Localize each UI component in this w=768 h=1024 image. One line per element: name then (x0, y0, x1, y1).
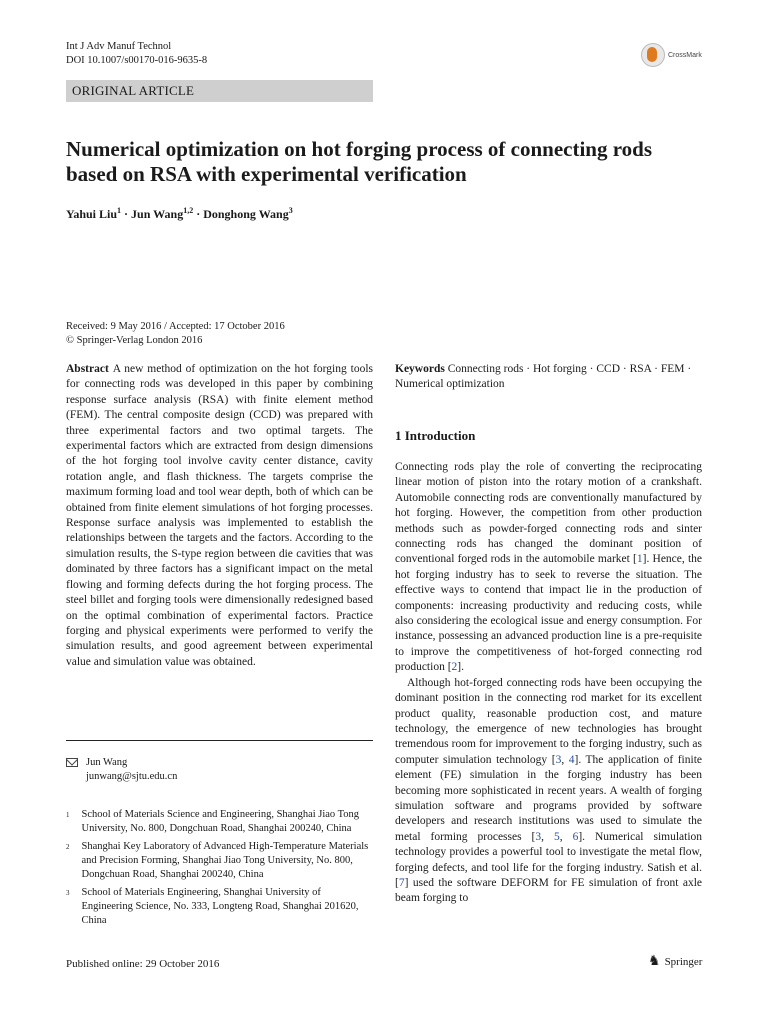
abstract-section (66, 362, 373, 670)
springer-logo (648, 953, 702, 970)
affiliation (66, 808, 373, 836)
crossmark-logo[interactable] (641, 42, 711, 68)
crossmark-icon (641, 43, 665, 67)
keywords-text: Connecting rods · Hot forging · CCD · RSA · FEM · Numerical optimization (395, 363, 692, 391)
abstract-label: Abstract (66, 363, 109, 375)
crossmark-label: CrossMark (668, 51, 702, 59)
author-name[interactable]: Jun Wang (131, 207, 184, 221)
affiliation-number: 1 (66, 811, 70, 819)
author-name[interactable]: Yahui Liu (66, 207, 118, 221)
author-name[interactable]: Donghong Wang (203, 207, 289, 221)
citation-link[interactable]: 4 (568, 753, 575, 766)
journal-info (66, 40, 207, 68)
footnote-divider (66, 740, 373, 741)
article-dates (66, 320, 285, 348)
citation-link[interactable]: 5 (553, 830, 560, 843)
doi[interactable]: DOI 10.1007/s00170-016-9635-8 (66, 55, 208, 66)
author-affiliation-marker: 3 (288, 206, 293, 215)
author-separator: · (121, 207, 132, 221)
published-date: Published online: 29 October 2016 (66, 958, 220, 970)
affiliation (66, 886, 373, 928)
author-affiliation-marker: 1,2 (183, 206, 194, 215)
keywords-section (395, 362, 702, 393)
publisher-name: Springer (664, 955, 703, 968)
horse-icon: ♞ (648, 954, 661, 969)
citation-link[interactable]: 2 (451, 661, 458, 674)
paragraph: Connecting rods play the role of converting the reciprocating linear motion of piston into the rotary motion of a crankshaft. Automobile connecting rods are conventionally manufactured by hot forging. However, the competition from other production methods such as powder-forged connecting rods and sinter connecting rods has changed the dominant position of conventional forged rods in the automobile market [1]. Hence, the hot forging industry has to seek to reverse the situation. The effective ways to contend that impact lie in the production of components: increasing productivity and reducing costs, while also considering the ecological issue and energy consumption. For instance, possessing an advanced production line is a pre-requisite to improve the competitiveness of hot-forged connecting rod production [2]. (395, 461, 703, 674)
citation-link[interactable]: 3 (535, 830, 542, 843)
corresponding-author: Jun Wang (86, 757, 128, 768)
author-list (66, 206, 293, 222)
affiliation-number: 2 (66, 843, 70, 851)
citation-link[interactable]: 3 (555, 753, 562, 766)
affiliation-text: Shanghai Key Laboratory of Advanced High-Temperature Materials and Precision Forming, Shanghai Jiao Tong University, No. 800, Dongchuan Road, Shanghai 200240, China (81, 841, 369, 880)
affiliation-text: School of Materials Engineering, Shanghai University of Engineering Science, No. 333, Longteng Road, Shanghai 201620, China (81, 887, 359, 926)
author-email[interactable]: junwang@sjtu.edu.cn (86, 771, 178, 782)
introduction-body (395, 460, 702, 907)
citation-link[interactable]: 1 (636, 553, 643, 566)
article-type-badge: ORIGINAL ARTICLE (66, 80, 373, 102)
affiliation-text: School of Materials Science and Engineering, Shanghai Jiao Tong University, No. 800, Dongchuan Road, Shanghai 200240, China (81, 809, 360, 834)
journal-name: Int J Adv Manuf Technol (66, 41, 172, 52)
author-separator: · (193, 207, 204, 221)
section-heading: 1 Introduction (395, 428, 476, 443)
affiliation-number: 3 (66, 889, 70, 897)
affiliation (66, 840, 373, 882)
copyright: © Springer-Verlag London 2016 (66, 335, 203, 346)
correspondence (66, 756, 177, 784)
citation-link[interactable]: 6 (572, 830, 579, 843)
abstract-text: A new method of optimization on the hot forging tools for connecting rods was developed in this paper by combining response surface analysis (RSA) with finite element method (FEM). The central composite design (CCD) was prepared with three experimental factors and two optimal targets. The experimental factors which are extracted from design dimensions of the hot forging tool involve cavity center distance, cavity rotation angle, and flash thickness. The targets comprise the maximum forming load and tool wear depth, both of which can be obtained from finite element simulations of hot forging processes. Response surface analysis was implemented to establish the relationships between the targets and the factors. According to the simulation results, the S-type region between die cavities that was dominated by three factors has a significant impact on the metal flowing and forming defects during the hot forging process. The steel billet and forging tools were dimensionally redesigned based on the optimal combination of experimental factors. Practice forging and physical experiments were performed to verify the simulation results, and good agreement between experimental value and simulation value was obtained. (66, 363, 373, 668)
mail-icon (66, 758, 78, 767)
keywords-label: Keywords (395, 363, 445, 375)
paragraph: Although hot-forged connecting rods have been occupying the dominant position in the connecting rod market for its excellent product quality, reasonable production cost, and mature technology, the emergence of new technologies has brought tremendous room for improvement to the forging industry, such as computer simulation technology [3, 4]. The application of finite element (FE) simulation in the forging industry has been becoming more sophisticated in recent years. A wealth of forging simulation software and programs provided by software developers and research institutions was used to simulate the metal forming processes [3, 5, 6]. Numerical simulation technology provides a powerful tool to investigate the metal flow, forging defects, and tool life for the forging industry. Satish et al. [7] used the software DEFORM for FE simulation of front axle beam forging to (395, 676, 703, 905)
author-affiliation-marker: 1 (117, 206, 122, 215)
received-accepted: Received: 9 May 2016 / Accepted: 17 October 2016 (66, 321, 285, 332)
paper-title: Numerical optimization on hot forging process of connecting rods based on RSA with experimental verification (66, 137, 653, 186)
citation-link[interactable]: 7 (398, 876, 405, 889)
